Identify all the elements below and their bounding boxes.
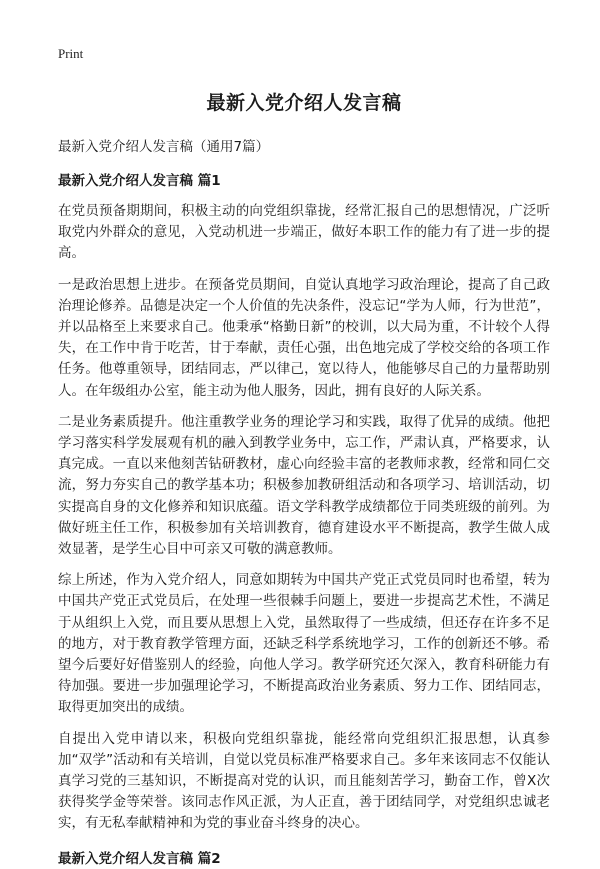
paragraph: 二是业务素质提升。他注重教学业务的理论学习和实践，取得了优异的成绩。他把学习落实科学发展观有机的融入到教学业务中，忘工作，严肃认真，严格要求，认真完成。一直以来他刻苦钻研教材，虚心向经验丰富的老教师求教，经常和同仁交流，努力夯实自己的教学基本功；积极参加教研组活动和各项学习、培训活动，切实提高自身的文化修养和知识底蕴。语文学科教学成绩都位于同类班级的前列。为做好班主任工作，积极参加有关培训教育，德育建设水平不断提高，教学生做人成效显著，是学生心目中可亲又可敬的满意教师。 (58, 413, 550, 558)
print-link[interactable]: Print (58, 46, 84, 61)
section-heading: 最新入党介绍人发言稿 篇1 (58, 173, 221, 189)
paragraph: 在党员预备期期间，积极主动的向党组织靠拢，经常汇报自己的思想情况，广泛听取党内外群众的意见，入党动机进一步端正，做好本职工作的能力有了进一步的提高。 (58, 203, 550, 262)
section-2 (58, 849, 550, 869)
document-subtitle: 最新入党介绍人发言稿（通用7篇） (58, 139, 270, 155)
paragraph: 自提出入党申请以来，积极向党组织靠拢，能经常向党组织汇报思想，认真参加“双学”活动和有关培训，自觉以党员标准严格要求自己。多年来该同志不仅能认真学习党的三基知识，不断提高对党的认识，而且能刻苦学习，勤奋工作，曾X次获得奖学金等荣誉。该同志作风正派，为人正直，善于团结同学，对党组织忠诚老实，有无私奉献精神和为党的事业奋斗终身的决心。 (58, 730, 550, 832)
section-heading: 最新入党介绍人发言稿 篇2 (58, 850, 221, 867)
document-title: 最新入党介绍人发言稿 (206, 92, 402, 114)
paragraph: 一是政治思想上进步。在预备党员期间，自觉认真地学习政治理论，提高了自己政治理论修养。品德是决定一个人价值的先决条件，没忘记“学为人师，行为世范”，并以品格至上来要求自己。他秉承“格勤日新”的校训，以大局为重，不计较个人得失，在工作中肯于吃苦，甘于奉献，责任心强，出色地完成了学校交给的各项工作任务。他尊重领导，团结同志，严以律己，宽以待人，他能够尽自己的力量帮助别人。在年级组办公室，能主动为他人服务，因此，拥有良好的人际关系。 (58, 276, 550, 399)
section-1 (58, 171, 550, 835)
paragraph: 综上所述，作为入党介绍人，同意如期转为中国共产党正式党员同时也希望，转为中国共产党正式党员后，在处理一些很棘手问题上，要进一步提高艺术性，不满足于从组织上入党，而且要从思想上入党，虽然取得了一些成绩，但还存在许多不足的地方，对于教育教学管理方面，还缺乏科学系统地学习，工作的创新还不够。希望今后要好好借鉴别人的经验，向他人学习。教学研究还欠深入，教育科研能力有待加强。要进一步加强理论学习，不断提高政治业务素质、努力工作、团结同志，取得更加突出的成绩。 (58, 572, 550, 716)
